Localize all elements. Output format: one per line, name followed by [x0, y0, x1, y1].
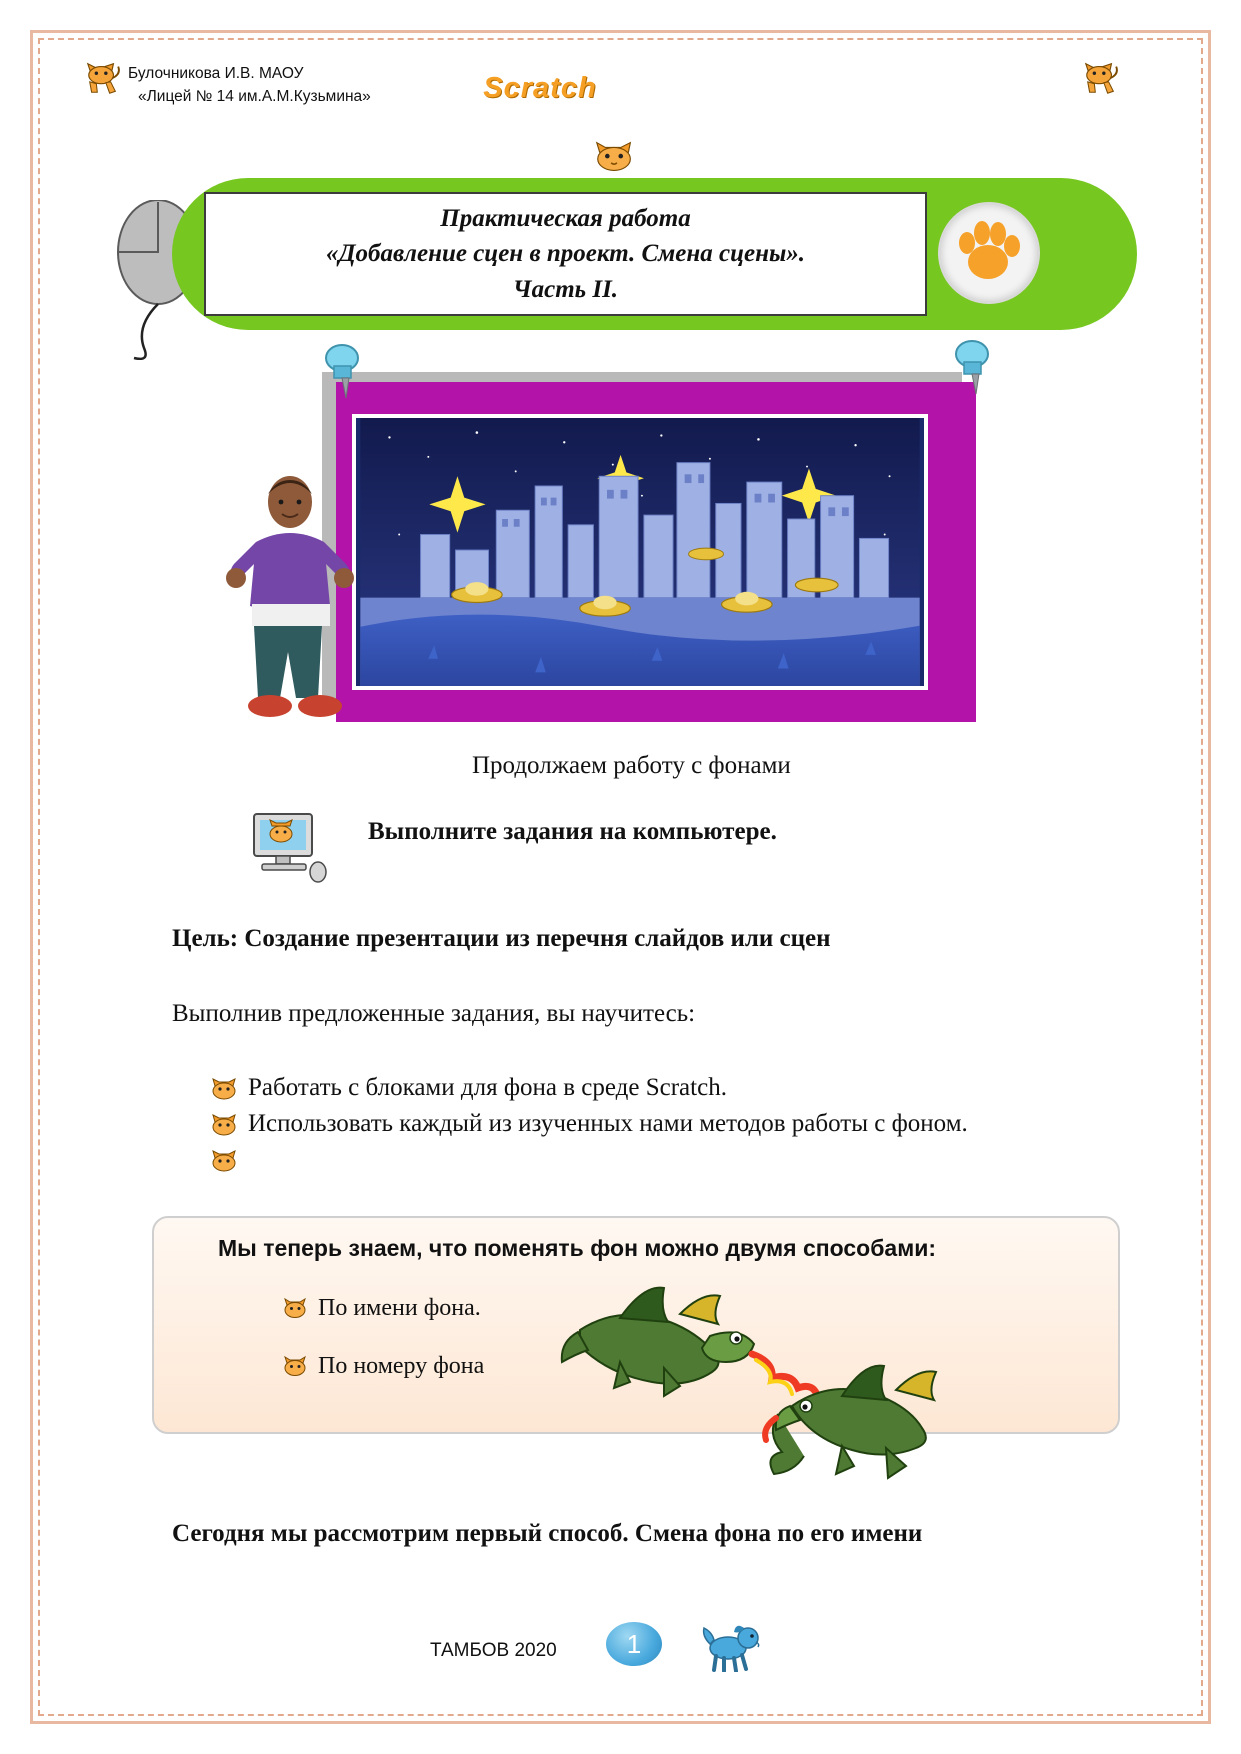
list-item-label: Работать с блоками для фона в среде Scratch. — [248, 1074, 727, 1101]
banner-line-2: «Добавление сцен в проект. Смена сцены». — [325, 240, 806, 268]
continue-text: Продолжаем работу с фонами — [472, 752, 791, 779]
banner-line-1: Практическая работа — [440, 204, 691, 232]
page-number: 1 — [606, 1622, 662, 1666]
today-text: Сегодня мы рассмотрим первый способ. Смена фона по его имени — [172, 1520, 923, 1547]
footer-place-year: ТАМБОВ 2020 — [430, 1640, 557, 1661]
list-item — [210, 1145, 1150, 1175]
title-banner-text — [204, 192, 927, 316]
info-card-title: Мы теперь знаем, что поменять фон можно двумя способами: — [218, 1235, 937, 1261]
dog-icon — [700, 1622, 762, 1672]
list-item — [210, 1073, 1150, 1103]
author-line-1: Булочникова И.В. МАОУ — [128, 65, 304, 82]
banner-line-3: Часть II. — [512, 275, 619, 303]
goal-text: Цель: Создание презентации из перечня слайдов или сцен — [172, 925, 831, 952]
scratch-cat-bullet-icon — [282, 1355, 310, 1379]
paw-print-icon — [938, 202, 1040, 304]
pushpin-icon-right — [946, 336, 1002, 396]
author-line-2: «Лицей № 14 им.А.М.Кузьмина» — [138, 88, 371, 106]
info-card-item-label: По имени фона. — [318, 1295, 481, 1321]
scratch-cat-bullet-icon — [210, 1113, 240, 1139]
learn-bullet-list — [210, 1073, 1150, 1181]
flying-dragons-image — [560, 1270, 1010, 1500]
backdrop-image — [352, 414, 928, 690]
info-card-item-1 — [282, 1295, 481, 1322]
scratch-cat-icon — [84, 58, 122, 98]
scratch-cat-face-icon — [592, 140, 638, 176]
info-card-item-2 — [282, 1353, 484, 1380]
info-card-item-label: По номеру фона — [318, 1353, 485, 1379]
header-author — [128, 62, 428, 109]
learn-intro-text: Выполнив предложенные задания, вы научитесь: — [172, 1000, 696, 1027]
scratch-cat-bullet-icon — [210, 1149, 240, 1175]
list-item-label: Использовать каждый из изученных нами методов работы с фоном. — [248, 1110, 968, 1137]
boy-character-image — [226, 470, 356, 730]
scratch-cat-bullet-icon — [210, 1077, 240, 1103]
computer-monitor-icon — [248, 810, 330, 884]
scratch-cat-bullet-icon — [282, 1297, 310, 1321]
list-item — [210, 1109, 1150, 1139]
scratch-cat-icon-right — [1082, 58, 1120, 98]
pushpin-icon-left — [316, 340, 372, 400]
do-task-text: Выполните задания на компьютере. — [368, 818, 777, 845]
scratch-logo: Scratch — [483, 72, 597, 104]
